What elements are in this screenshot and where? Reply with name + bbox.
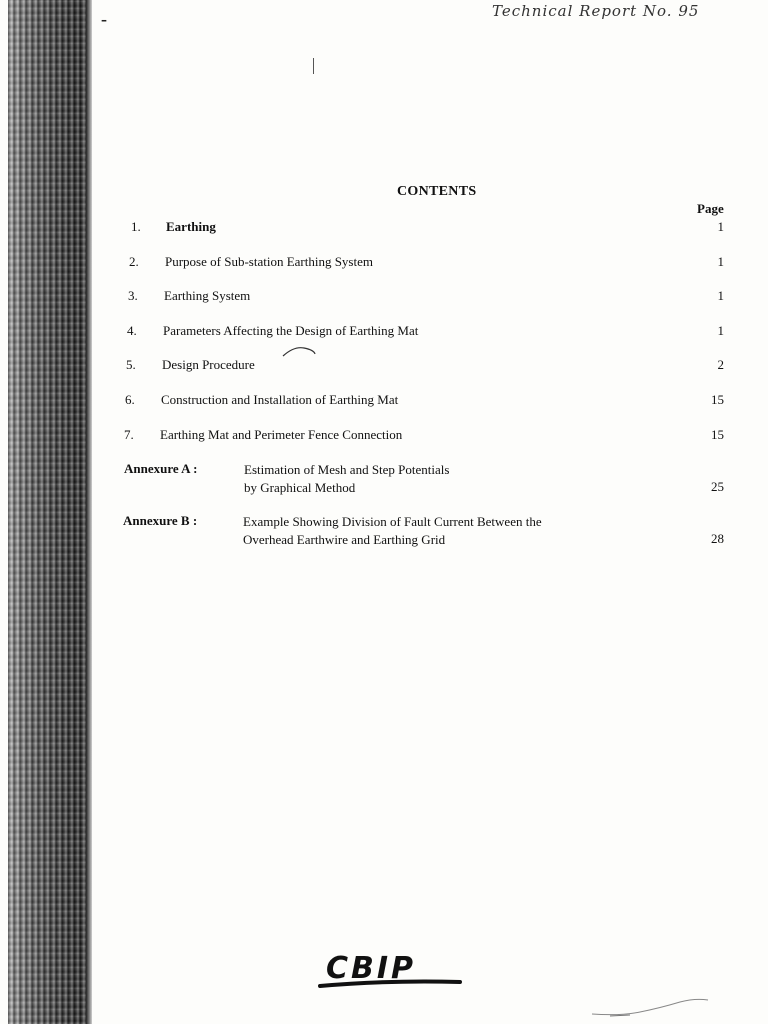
entry-label: Parameters Affecting the Design of Earthing Mat xyxy=(163,323,419,338)
annexure-line-1: Example Showing Division of Fault Current Between the xyxy=(243,514,542,529)
entry-number: 4. xyxy=(127,323,137,338)
entry-number: 2. xyxy=(129,254,139,269)
binding-edge xyxy=(86,0,92,1024)
annexure-line-1: Estimation of Mesh and Step Potentials xyxy=(244,462,450,477)
margin-mark: - xyxy=(101,9,107,29)
annexure-line-2: by Graphical Method xyxy=(244,480,356,495)
entry-page: 2 xyxy=(717,357,724,372)
entry-page: 1 xyxy=(717,323,724,338)
entry-label: Purpose of Sub-station Earthing System xyxy=(165,254,373,269)
entry-number: 5. xyxy=(126,357,136,372)
entry-page: 15 xyxy=(711,427,724,442)
page-column-label: Page xyxy=(697,201,724,216)
scan-tick-mark xyxy=(313,58,314,74)
contents-entry xyxy=(0,219,768,237)
handwritten-note: Technical Report No. 95 xyxy=(492,2,700,20)
contents-entry xyxy=(0,254,768,272)
svg-text:CBIP: CBIP xyxy=(326,951,417,986)
entry-label: Construction and Installation of Earthing Mat xyxy=(161,392,399,407)
binding-strip xyxy=(8,0,92,1024)
entry-page: 1 xyxy=(717,219,724,234)
entry-label: Earthing xyxy=(166,219,216,234)
entry-page: 1 xyxy=(717,254,724,269)
entry-page: 15 xyxy=(711,392,724,407)
contents-title: CONTENTS xyxy=(397,184,477,199)
entry-page: 1 xyxy=(717,288,724,303)
entry-label: Design Procedure xyxy=(162,357,255,372)
entry-number: 1. xyxy=(131,219,141,234)
annexure-label: Annexure B : xyxy=(123,513,198,528)
pen-mark xyxy=(282,344,316,358)
annexure-line-2: Overhead Earthwire and Earthing Grid xyxy=(243,532,446,547)
annexure-page: 28 xyxy=(711,531,724,546)
contents-entry xyxy=(0,288,768,306)
entry-label: Earthing System xyxy=(164,288,251,303)
entry-number: 7. xyxy=(124,427,134,442)
annexure-page: 25 xyxy=(711,479,724,494)
cbip-logo xyxy=(318,944,468,994)
contents-entry xyxy=(0,323,768,341)
contents-entry xyxy=(0,392,768,410)
entry-number: 6. xyxy=(125,392,135,407)
scan-scribble xyxy=(590,996,710,1020)
contents-entry xyxy=(0,427,768,445)
contents-entry xyxy=(0,357,768,375)
entry-number: 3. xyxy=(128,288,138,303)
annexure-label: Annexure A : xyxy=(124,461,198,476)
entry-label: Earthing Mat and Perimeter Fence Connection xyxy=(160,427,403,442)
